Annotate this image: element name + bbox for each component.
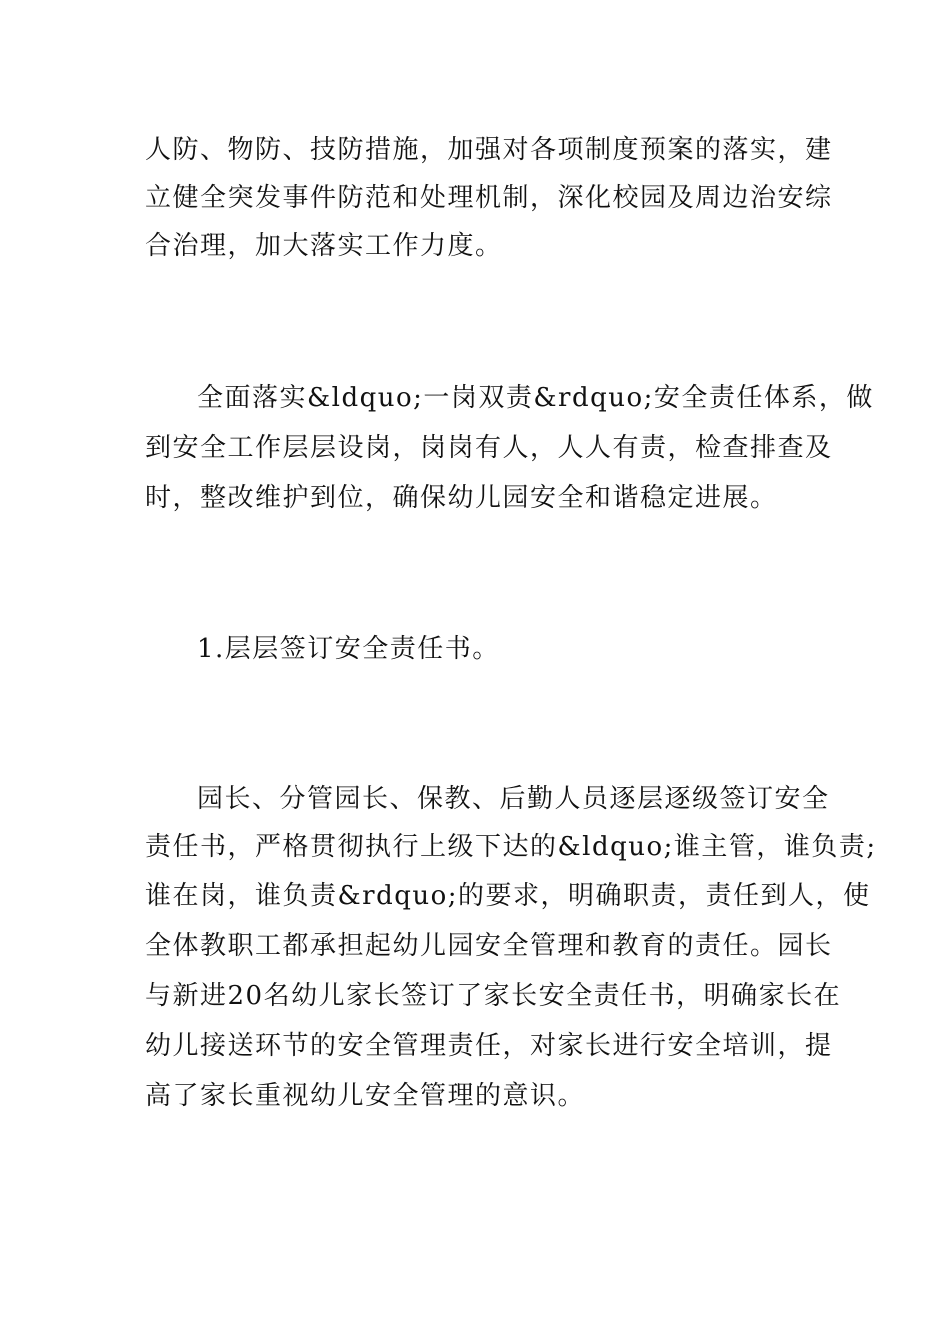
paragraph-3-line-7: 高了家长重视幼儿安全管理的意识。 [145,1081,586,1111]
paragraph-1-line-3: 合治理，加大落实工作力度。 [145,231,503,261]
paragraph-1-line-2: 立健全突发事件防范和处理机制，深化校园及周边治安综 [145,183,833,213]
section-heading: 1.层层签订安全责任书。 [197,634,500,664]
paragraph-2-line-2: 到安全工作层层设岗，岗岗有人，人人有责，检查排查及 [145,433,833,463]
paragraph-3-line-6: 幼儿接送环节的安全管理责任，对家长进行安全培训，提 [145,1031,833,1061]
paragraph-3-line-3: 谁在岗，谁负责&rdquo;的要求，明确职责，责任到人，使 [145,881,871,911]
paragraph-3-line-2: 责任书，严格贯彻执行上级下达的&ldquo;谁主管，谁负责; [145,832,877,862]
paragraph-2-line-3: 时，整改维护到位，确保幼儿园安全和谐稳定进展。 [145,483,778,513]
paragraph-3-line-5: 与新进20名幼儿家长签订了家长安全责任书，明确家长在 [145,981,842,1011]
paragraph-2-line-1: 全面落实&ldquo;一岗双责&rdquo;安全责任体系，做 [197,383,874,413]
paragraph-3-line-1: 园长、分管园长、保教、后勤人员逐层逐级签订安全 [197,784,830,814]
paragraph-1-line-1: 人防、物防、技防措施，加强对各项制度预案的落实，建 [145,135,833,165]
paragraph-3-line-4: 全体教职工都承担起幼儿园安全管理和教育的责任。园长 [145,931,833,961]
